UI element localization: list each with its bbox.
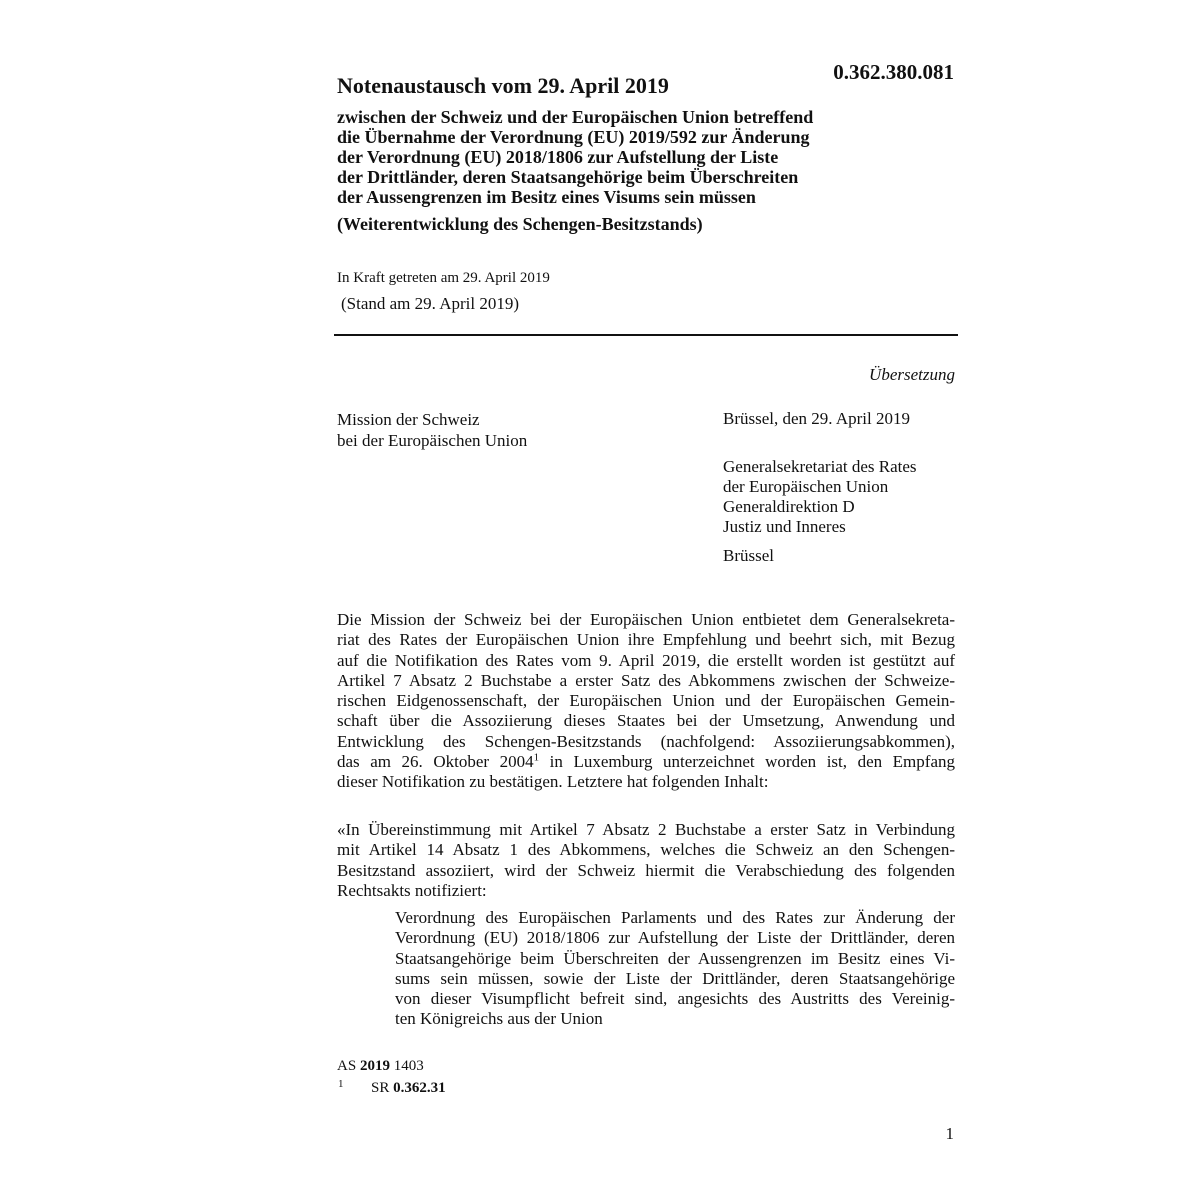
recipient-line: Justiz und Inneres bbox=[723, 517, 846, 536]
page-number: 1 bbox=[945, 1124, 954, 1143]
text-line: Staatsangehörige beim Überschreiten der Aussengrenzen im Besitz eines Vi- bbox=[395, 948, 955, 968]
recipient-line: der Europäischen Union bbox=[723, 477, 889, 496]
status-date: (Stand am 29. April 2019) bbox=[341, 294, 520, 313]
text-line: mit Artikel 14 Absatz 1 des Abkommens, welches die Schweiz an den Schengen- bbox=[337, 840, 955, 860]
subtitle-line: der Aussengrenzen im Besitz eines Visums sein müssen bbox=[337, 187, 756, 207]
text-line: Verordnung (EU) 2018/1806 zur Aufstellung der Liste der Drittländer, deren bbox=[395, 928, 955, 948]
text-line: rischen Eidgenossenschaft, der Europäischen Union und der Europäischen Gemein- bbox=[337, 691, 955, 711]
text-line: von dieser Visumpflicht befreit sind, angesichts des Austritts des Vereinig- bbox=[395, 989, 955, 1009]
text-line: «In Übereinstimmung mit Artikel 7 Absatz 2 Buchstabe a erster Satz in Verbindung bbox=[337, 820, 955, 839]
header-divider bbox=[334, 334, 958, 336]
official-collection-reference bbox=[337, 1058, 424, 1075]
subtitle-line: der Verordnung (EU) 2018/1806 zur Aufstellung der Liste bbox=[337, 147, 779, 167]
as-page: 1403 bbox=[393, 1058, 424, 1074]
text-segment: in Luxemburg unterzeichnet worden ist, den Empfang bbox=[539, 752, 955, 772]
subtitle-line: der Drittländer, deren Staatsangehörige beim Überschreiten bbox=[337, 167, 799, 187]
sender-line: Mission der Schweiz bbox=[337, 410, 480, 429]
recipient-address bbox=[723, 457, 917, 537]
recipient-city: Brüssel bbox=[723, 546, 774, 565]
sender-address bbox=[337, 409, 527, 451]
text-line: auf die Notifikation des Rates vom 9. April 2019, die erstellt worden ist gestützt auf bbox=[337, 650, 955, 670]
as-year: 2019 bbox=[359, 1058, 390, 1074]
text-line: ten Königreichs aus der Union bbox=[395, 1009, 603, 1029]
subtitle-line: die Übernahme der Verordnung (EU) 2019/592 zur Änderung bbox=[337, 127, 810, 147]
sr-number: 0.362.380.081 bbox=[833, 60, 954, 84]
in-force-date: In Kraft getreten am 29. April 2019 bbox=[337, 270, 550, 286]
sender-line: bei der Europäischen Union bbox=[337, 431, 528, 450]
text-segment: das am 26. Oktober 2004 bbox=[337, 752, 534, 772]
footnote-text bbox=[371, 1080, 446, 1097]
text-line: dieser Notifikation zu bestätigen. Letztere hat folgenden Inhalt: bbox=[337, 772, 769, 792]
translation-label: Übersetzung bbox=[869, 365, 955, 384]
recipient-line: Generalsekretariat des Rates bbox=[723, 457, 917, 476]
text-line: Besitzstand assoziiert, wird der Schweiz hiermit die Verabschiedung des folgenden bbox=[337, 860, 955, 880]
text-line bbox=[337, 752, 955, 772]
text-line: schaft über die Assoziierung dieses Staates bei der Umsetzung, Anwendung und bbox=[337, 711, 955, 731]
body-paragraph-1 bbox=[337, 610, 955, 793]
subtitle-note: (Weiterentwicklung des Schengen-Besitzstands) bbox=[337, 214, 703, 234]
text-line: riat des Rates der Europäischen Union ihre Empfehlung und beehrt sich, mit Bezug bbox=[337, 630, 955, 650]
document-subtitle bbox=[337, 107, 813, 207]
recipient-line: Generaldirektion D bbox=[723, 497, 855, 516]
footnote-prefix: SR bbox=[371, 1080, 390, 1096]
as-prefix: AS bbox=[337, 1058, 357, 1074]
text-line: Verordnung des Europäischen Parlaments und des Rates zur Änderung der bbox=[395, 908, 955, 927]
text-line: Die Mission der Schweiz bei der Europäischen Union entbietet dem Generalsekreta- bbox=[337, 610, 955, 629]
text-line: Artikel 7 Absatz 2 Buchstabe a erster Satz des Abkommens zwischen der Schweize- bbox=[337, 670, 955, 690]
body-paragraph-2 bbox=[337, 820, 955, 901]
footnote-marker: 1 bbox=[338, 1078, 344, 1090]
text-line: Entwicklung des Schengen-Besitzstands (nachfolgend: Assoziierungsabkommen), bbox=[337, 731, 955, 751]
subtitle-line: zwischen der Schweiz und der Europäischen Union betreffend bbox=[337, 107, 814, 127]
document-title: Notenaustausch vom 29. April 2019 bbox=[337, 73, 669, 98]
body-paragraph-quote bbox=[395, 908, 955, 1030]
footnote-sr-link[interactable]: 0.362.31 bbox=[393, 1080, 446, 1096]
text-line: sums sein müssen, sowie der Liste der Drittländer, deren Staatsangehörige bbox=[395, 968, 955, 988]
footnote-reference[interactable]: 1 bbox=[533, 751, 540, 764]
text-line: Rechtsakts notifiziert: bbox=[337, 880, 487, 900]
date-place: Brüssel, den 29. April 2019 bbox=[723, 409, 910, 428]
